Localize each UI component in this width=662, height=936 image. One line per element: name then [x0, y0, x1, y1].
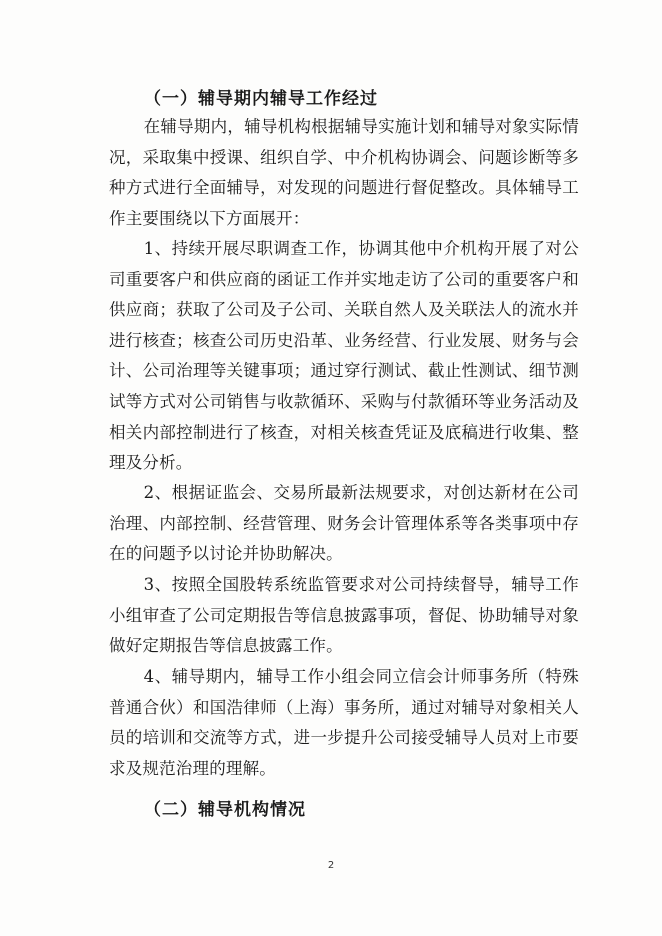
list-item-3: 3、按照全国股转系统监管要求对公司持续督导，辅导工作小组审查了公司定期报告等信息披露事项，督促、协助辅导对象做好定期报告等信息披露工作。 — [109, 575, 579, 656]
intro-paragraph: 在辅导期内，辅导机构根据辅导实施计划和辅导对象实际情况，采取集中授课、组织自学、中介机构协调会、问题诊断等多种方式进行全面辅导，对发现的问题进行督促整改。具体辅导工作主要围绕以下方面展开： — [109, 117, 579, 228]
list-item-4: 4、辅导期内，辅导工作小组会同立信会计师事务所（特殊普通合伙）和国浩律师（上海）事务所，通过对辅导对象相关人员的培训和交流等方式，进一步提升公司接受辅导人员对上市要求及规范治理的理解。 — [109, 667, 579, 778]
section-heading-1: （一）辅导期内辅导工作经过 — [144, 89, 378, 109]
page-number: 2 — [327, 860, 335, 871]
list-item-2: 2、根据证监会、交易所最新法规要求，对创达新材在公司治理、内部控制、经营管理、财务会计管理体系等各类事项中存在的问题予以讨论并协助解决。 — [109, 483, 579, 564]
section-heading-2: （二）辅导机构情况 — [144, 800, 306, 820]
list-item-1: 1、持续开展尽职调查工作，协调其他中介机构开展了对公司重要客户和供应商的函证工作并实地走访了公司的重要客户和供应商；获取了公司及子公司、关联自然人及关联法人的流水并进行核查；核查公司历史沿革、业务经营、行业发展、财务与会计、公司治理等关键事项；通过穿行测试、截止性测试、细节测试等方式对公司销售与收款循环、采购与付款循环等业务活动及相关内部控制进行了核查，对相关核查凭证及底稿进行收集、整理及分析。 — [109, 239, 579, 473]
